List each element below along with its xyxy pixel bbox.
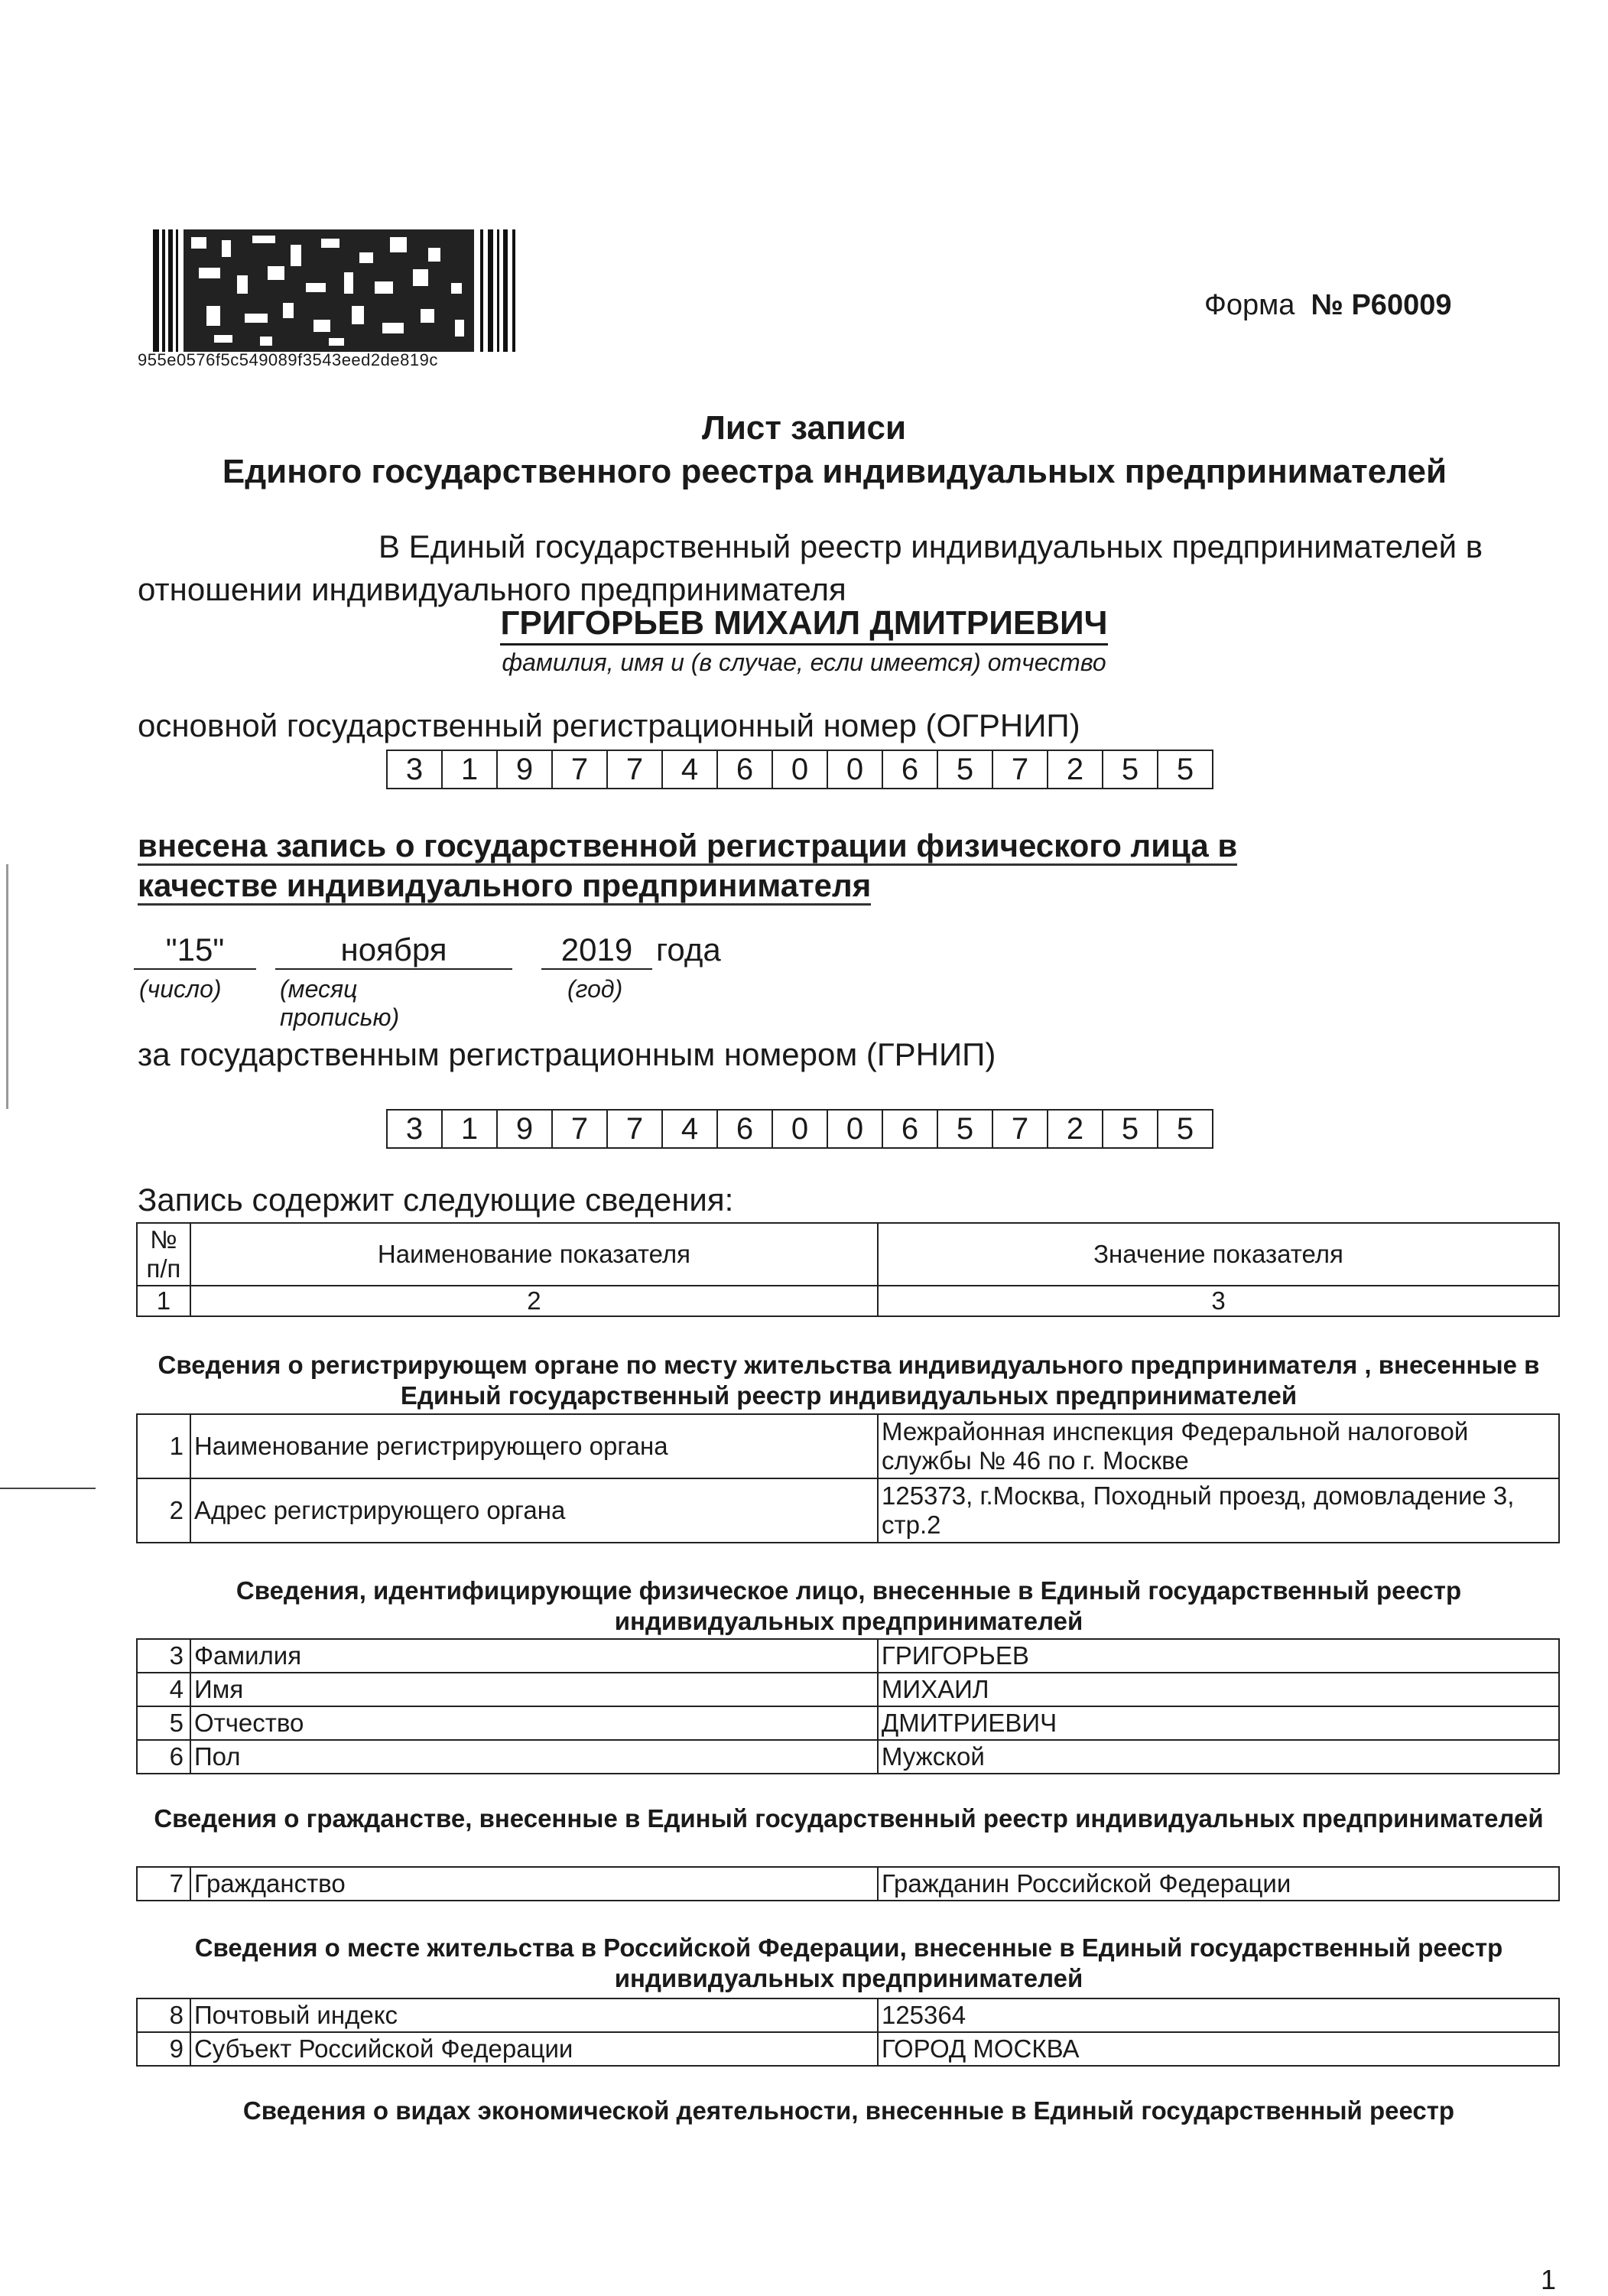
header-col-name: Наименование показателя <box>190 1223 878 1286</box>
section-title-identity: Сведения, идентифицирующие физическое лицо, внесенные в Единый государственный реестр индивидуальных предпринимателей <box>236 1576 1462 1635</box>
date-day: "15" <box>134 932 256 970</box>
row-value: 125364 <box>878 1998 1559 2032</box>
grnip-digit: 7 <box>608 1109 663 1149</box>
margin-mark <box>6 864 8 1109</box>
table-row <box>137 1706 1559 1740</box>
record-contains-label: Запись содержит следующие сведения: <box>138 1182 734 1218</box>
page-number: 1 <box>1541 2264 1557 2295</box>
row-value: ГРИГОРЬЕВ <box>878 1639 1559 1673</box>
ogrnip-digit: 1 <box>443 750 498 789</box>
margin-line <box>0 1488 96 1489</box>
row-name: Фамилия <box>190 1639 878 1673</box>
ogrnip-digit: 0 <box>828 750 883 789</box>
ogrnip-digit: 9 <box>498 750 553 789</box>
grnip-digit: 5 <box>1103 1109 1158 1149</box>
row-number: 8 <box>137 1998 190 2032</box>
grnip-digit: 4 <box>663 1109 718 1149</box>
barcode-hash: 955e0576f5c549089f3543eed2de819c <box>138 350 438 369</box>
row-name: Наименование регистрирующего органа <box>190 1414 878 1478</box>
ogrnip-digit: 2 <box>1048 750 1103 789</box>
row-number: 7 <box>137 1867 190 1901</box>
ogrnip-digit: 3 <box>386 750 443 789</box>
grnip-digit: 9 <box>498 1109 553 1149</box>
reg-organ-table <box>136 1413 1560 1543</box>
record-made-text <box>138 826 1361 906</box>
identity-table <box>136 1638 1560 1774</box>
row-name: Имя <box>190 1673 878 1706</box>
ogrnip-digits <box>386 750 1213 788</box>
document-title: Лист записи <box>701 409 907 447</box>
grnip-digit: 0 <box>828 1109 883 1149</box>
grnip-digit: 0 <box>773 1109 828 1149</box>
section-title-citizenship: Сведения о гражданстве, внесенные в Единый государственный реестр индивидуальных предпринимателей <box>154 1804 1544 1833</box>
table-row <box>137 1639 1559 1673</box>
month-caption: (месяц прописью) <box>280 975 400 1031</box>
form-number <box>1204 289 1451 322</box>
row-name: Гражданство <box>190 1867 878 1901</box>
grnip-digit: 6 <box>718 1109 773 1149</box>
ogrnip-digit: 6 <box>718 750 773 789</box>
row-name: Адрес регистрирующего органа <box>190 1478 878 1543</box>
ogrnip-digit: 7 <box>608 750 663 789</box>
grnip-label: за государственным регистрационным номером (ГРНИП) <box>138 1036 996 1072</box>
row-value: ГОРОД МОСКВА <box>878 2032 1559 2066</box>
ogrnip-label: основной государственный регистрационный номер (ОГРНИП) <box>138 707 1080 743</box>
section-title-activity: Сведения о видах экономической деятельности, внесенные в Единый государственный реестр <box>242 2096 1455 2125</box>
row-value: МИХАИЛ <box>878 1673 1559 1706</box>
table-row <box>137 1867 1559 1901</box>
grnip-digit: 5 <box>1158 1109 1213 1149</box>
person-name: ГРИГОРЬЕВ МИХАИЛ ДМИТРИЕВИЧ <box>500 604 1107 646</box>
row-number: 3 <box>137 1639 190 1673</box>
row-name: Субъект Российской Федерации <box>190 2032 878 2066</box>
table-row <box>137 1740 1559 1774</box>
year-caption: (год) <box>567 975 623 1003</box>
document-subtitle: Единого государственного реестра индивидуальных предпринимателей <box>222 453 1447 490</box>
person-caption: фамилия, имя и (в случае, если имеется) отчество <box>502 649 1106 676</box>
grnip-digit: 7 <box>993 1109 1048 1149</box>
row-number: 5 <box>137 1706 190 1740</box>
ogrnip-digit: 7 <box>993 750 1048 789</box>
grnip-digit: 1 <box>443 1109 498 1149</box>
grnip-digit: 2 <box>1048 1109 1103 1149</box>
record-made-line2: качестве индивидуального предпринимателя <box>138 867 871 906</box>
row-number: 1 <box>137 1414 190 1478</box>
ogrnip-digit: 4 <box>663 750 718 789</box>
table-row <box>137 1414 1559 1478</box>
intro-text: В Единый государственный реестр индивидуальных предпринимателей в отношении индивидуального предпринимателя <box>138 528 1483 607</box>
row-number: 2 <box>137 1478 190 1543</box>
citizenship-table <box>136 1866 1560 1901</box>
residence-table <box>136 1998 1560 2067</box>
row-value: Гражданин Российской Федерации <box>878 1867 1559 1901</box>
person-name-line <box>0 604 1608 642</box>
row-number: 9 <box>137 2032 190 2066</box>
date-month: ноября <box>275 932 512 970</box>
ogrnip-digit: 5 <box>1158 750 1213 789</box>
table-row <box>137 2032 1559 2066</box>
row-number: 6 <box>137 1740 190 1774</box>
row-name: Отчество <box>190 1706 878 1740</box>
grnip-digit: 3 <box>386 1109 443 1149</box>
date-suffix: года <box>656 932 721 968</box>
row-name: Пол <box>190 1740 878 1774</box>
row-value: Межрайонная инспекция Федеральной налоговой службы № 46 по г. Москве <box>878 1414 1559 1478</box>
header-index-2: 2 <box>190 1286 878 1316</box>
ogrnip-digit: 6 <box>883 750 938 789</box>
ogrnip-digit: 7 <box>553 750 608 789</box>
header-table <box>136 1222 1560 1317</box>
record-made-line1: внесена запись о государственной регистрации физического лица в <box>138 828 1237 866</box>
form-label: Форма <box>1204 289 1295 321</box>
row-number: 4 <box>137 1673 190 1706</box>
table-row <box>137 1673 1559 1706</box>
grnip-digit: 5 <box>938 1109 993 1149</box>
form-code: № Р60009 <box>1311 289 1452 321</box>
grnip-digit: 7 <box>553 1109 608 1149</box>
row-value: ДМИТРИЕВИЧ <box>878 1706 1559 1740</box>
grnip-digits <box>386 1109 1213 1147</box>
ogrnip-digit: 5 <box>938 750 993 789</box>
header-col-value: Значение показателя <box>878 1223 1559 1286</box>
grnip-digit: 6 <box>883 1109 938 1149</box>
row-value: 125373, г.Москва, Походный проезд, домовладение 3, стр.2 <box>878 1478 1559 1543</box>
header-col-number: № п/п <box>137 1223 190 1286</box>
day-caption: (число) <box>139 975 222 1003</box>
table-row <box>137 1478 1559 1543</box>
header-index-1: 1 <box>137 1286 190 1316</box>
ogrnip-digit: 5 <box>1103 750 1158 789</box>
section-title-residence: Сведения о месте жительства в Российской Федерации, внесенные в Единый государственный реестр индивидуальных предпринимателей <box>194 1933 1503 1992</box>
row-name: Почтовый индекс <box>190 1998 878 2032</box>
row-value: Мужской <box>878 1740 1559 1774</box>
barcode-image <box>153 229 518 352</box>
header-index-3: 3 <box>878 1286 1559 1316</box>
section-title-reg-organ: Сведения о регистрирующем органе по месту жительства индивидуального предпринимателя , внесенные в Единый государственный реестр индивидуальных предпринимателей <box>158 1351 1540 1410</box>
ogrnip-digit: 0 <box>773 750 828 789</box>
date-year: 2019 <box>541 932 652 970</box>
table-row <box>137 1998 1559 2032</box>
